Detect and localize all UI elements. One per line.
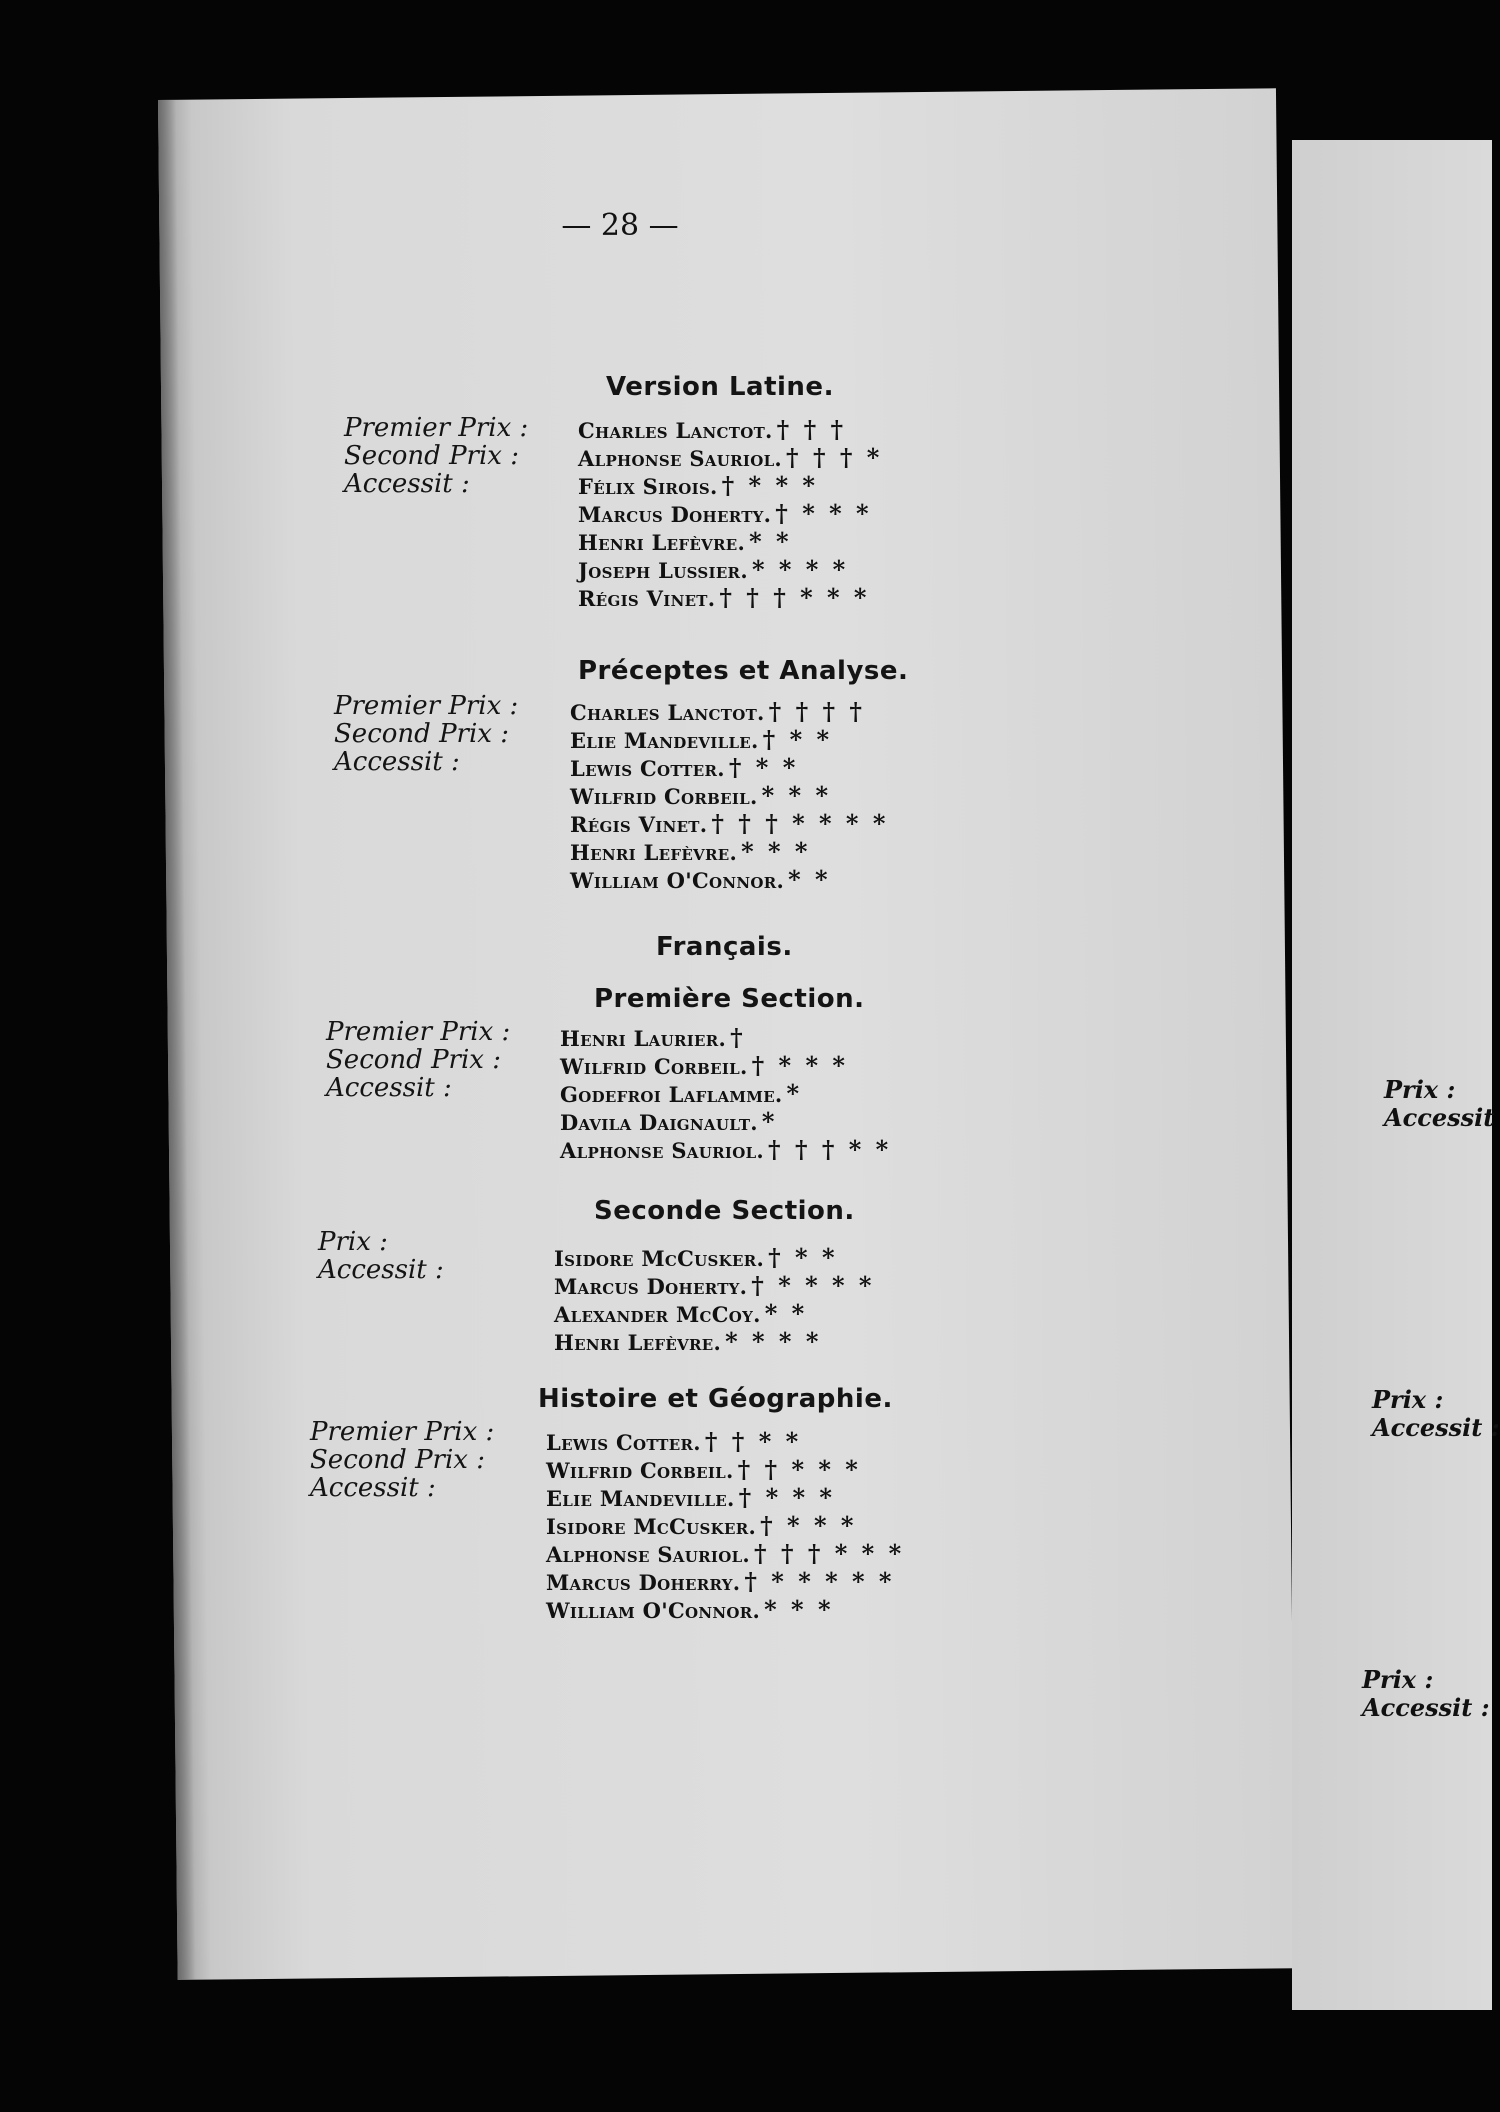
- list-item: [578, 528, 882, 556]
- award-label: Accessit :: [344, 469, 470, 499]
- distinction-marks: *: [761, 1107, 778, 1136]
- student-name: Wilfrid Corbeil.: [570, 784, 758, 809]
- student-name: Alphonse Sauriol.: [560, 1138, 765, 1163]
- distinction-marks: * *: [764, 1299, 808, 1328]
- distinction-marks: † † † * * *: [754, 1539, 905, 1568]
- award-label: Accessit :: [326, 1073, 452, 1103]
- list-item: [560, 1108, 891, 1136]
- distinction-marks: † † † * * * *: [711, 809, 889, 838]
- award-label: Second Prix :: [344, 441, 519, 471]
- award-labels: [326, 1018, 510, 1102]
- student-list: [560, 1024, 891, 1164]
- award-label: Accessit :: [318, 1255, 444, 1285]
- adjacent-page-labels: [1362, 1666, 1490, 1722]
- distinction-marks: *: [786, 1079, 803, 1108]
- adjacent-label: Accessit :: [1362, 1693, 1490, 1722]
- list-item: [570, 726, 888, 754]
- list-item: [554, 1244, 874, 1272]
- section-title: Français.: [656, 932, 793, 962]
- adjacent-label: Accessit :: [1372, 1413, 1500, 1442]
- section-title: Première Section.: [594, 984, 865, 1014]
- distinction-marks: † † † * *: [768, 1135, 892, 1164]
- adjacent-page-labels: [1372, 1386, 1500, 1442]
- student-list: [546, 1428, 904, 1624]
- student-name: Isidore McCusker.: [546, 1514, 757, 1539]
- student-name: Henri Laurier.: [560, 1026, 727, 1051]
- adjacent-label: Prix :: [1362, 1665, 1434, 1694]
- student-name: Wilfrid Corbeil.: [560, 1054, 748, 1079]
- award-label: Premier Prix :: [310, 1417, 495, 1447]
- award-label: Accessit :: [310, 1473, 436, 1503]
- student-list: [578, 416, 882, 612]
- student-name: Henri Lefèvre.: [570, 840, 738, 865]
- award-label: Second Prix :: [310, 1445, 485, 1475]
- student-name: Henri Lefèvre.: [554, 1330, 722, 1355]
- list-item: [578, 444, 882, 472]
- student-name: Henri Lefèvre.: [578, 530, 746, 555]
- list-item: [560, 1024, 891, 1052]
- student-name: Wilfrid Corbeil.: [546, 1458, 734, 1483]
- list-item: [546, 1512, 904, 1540]
- adjacent-label: Prix :: [1372, 1385, 1444, 1414]
- list-item: [578, 416, 882, 444]
- award-labels: [344, 414, 528, 498]
- list-item: [560, 1136, 891, 1164]
- student-list: [554, 1244, 874, 1356]
- adjacent-label: Prix :: [1384, 1075, 1456, 1104]
- distinction-marks: † * * *: [738, 1483, 835, 1512]
- award-label: Premier Prix :: [326, 1017, 511, 1047]
- distinction-marks: * * *: [741, 837, 811, 866]
- distinction-marks: † † * *: [704, 1427, 802, 1456]
- distinction-marks: * * * *: [725, 1327, 822, 1356]
- distinction-marks: † † †: [776, 415, 847, 444]
- distinction-marks: † * *: [728, 753, 799, 782]
- list-item: [554, 1272, 874, 1300]
- student-name: Marcus Doherry.: [546, 1570, 741, 1595]
- student-name: William O'Connor.: [570, 868, 785, 893]
- distinction-marks: † * * * * *: [744, 1567, 895, 1596]
- list-item: [554, 1300, 874, 1328]
- distinction-marks: † * * *: [760, 1511, 857, 1540]
- student-name: Alphonse Sauriol.: [578, 446, 783, 471]
- list-item: [578, 500, 882, 528]
- award-label: Accessit :: [334, 747, 460, 777]
- list-item: [578, 556, 882, 584]
- adjacent-page-labels: [1384, 1076, 1494, 1132]
- distinction-marks: † † † †: [768, 697, 865, 726]
- distinction-marks: † * * *: [775, 499, 872, 528]
- student-name: Alexander McCoy.: [554, 1302, 761, 1327]
- award-labels: [334, 692, 518, 776]
- distinction-marks: † * * * *: [751, 1271, 875, 1300]
- section-title: Histoire et Géographie.: [538, 1384, 893, 1414]
- distinction-marks: † * * *: [751, 1051, 848, 1080]
- distinction-marks: † † † *: [786, 443, 883, 472]
- list-item: [578, 584, 882, 612]
- distinction-marks: † † † * * *: [719, 583, 870, 612]
- distinction-marks: * *: [788, 865, 831, 894]
- list-item: [570, 866, 888, 894]
- distinction-marks: * * * *: [751, 555, 849, 584]
- list-item: [570, 754, 888, 782]
- award-labels: [310, 1418, 494, 1502]
- list-item: [546, 1456, 904, 1484]
- distinction-marks: † * * *: [721, 471, 818, 500]
- student-name: William O'Connor.: [546, 1598, 761, 1623]
- distinction-marks: * *: [749, 527, 792, 556]
- award-label: Premier Prix :: [334, 691, 519, 721]
- student-name: Elie Mandeville.: [546, 1486, 735, 1511]
- list-item: [570, 838, 888, 866]
- distinction-marks: * * *: [764, 1595, 834, 1624]
- award-labels: [318, 1228, 444, 1284]
- list-item: [554, 1328, 874, 1356]
- list-item: [546, 1568, 904, 1596]
- student-name: Isidore McCusker.: [554, 1246, 765, 1271]
- distinction-marks: † * *: [768, 1243, 838, 1272]
- student-name: Lewis Cotter.: [570, 756, 725, 781]
- student-name: Marcus Doherty.: [554, 1274, 748, 1299]
- section-title: Préceptes et Analyse.: [578, 656, 909, 686]
- section-title: Seconde Section.: [594, 1196, 855, 1226]
- award-label: Prix :: [318, 1227, 388, 1257]
- list-item: [570, 782, 888, 810]
- list-item: [560, 1052, 891, 1080]
- list-item: [546, 1484, 904, 1512]
- list-item: [546, 1596, 904, 1624]
- student-name: Lewis Cotter.: [546, 1430, 701, 1455]
- page-number: — 28 —: [561, 208, 679, 243]
- distinction-marks: † * *: [762, 725, 833, 754]
- distinction-marks: †: [730, 1023, 746, 1052]
- student-name: Félix Sirois.: [578, 474, 718, 499]
- distinction-marks: * * *: [761, 781, 832, 810]
- list-item: [570, 810, 888, 838]
- distinction-marks: † † * * *: [737, 1455, 861, 1484]
- student-list: [570, 698, 888, 894]
- award-label: Premier Prix :: [344, 413, 529, 443]
- student-name: Elie Mandeville.: [570, 728, 759, 753]
- list-item: [570, 698, 888, 726]
- student-name: Joseph Lussier.: [578, 558, 748, 583]
- list-item: [578, 472, 882, 500]
- section-title: Version Latine.: [606, 372, 834, 402]
- award-label: Second Prix :: [326, 1045, 501, 1075]
- student-name: Godefroi Laflamme.: [560, 1082, 783, 1107]
- award-label: Second Prix :: [334, 719, 509, 749]
- student-name: Marcus Doherty.: [578, 502, 772, 527]
- list-item: [560, 1080, 891, 1108]
- student-name: Régis Vinet.: [570, 812, 708, 837]
- adjacent-label: Accessit: [1384, 1103, 1495, 1132]
- list-item: [546, 1540, 904, 1568]
- student-name: Régis Vinet.: [578, 586, 716, 611]
- student-name: Charles Lanctot.: [578, 418, 773, 443]
- student-name: Alphonse Sauriol.: [546, 1542, 751, 1567]
- student-name: Davila Daignault.: [560, 1110, 758, 1135]
- student-name: Charles Lanctot.: [570, 700, 765, 725]
- list-item: [546, 1428, 904, 1456]
